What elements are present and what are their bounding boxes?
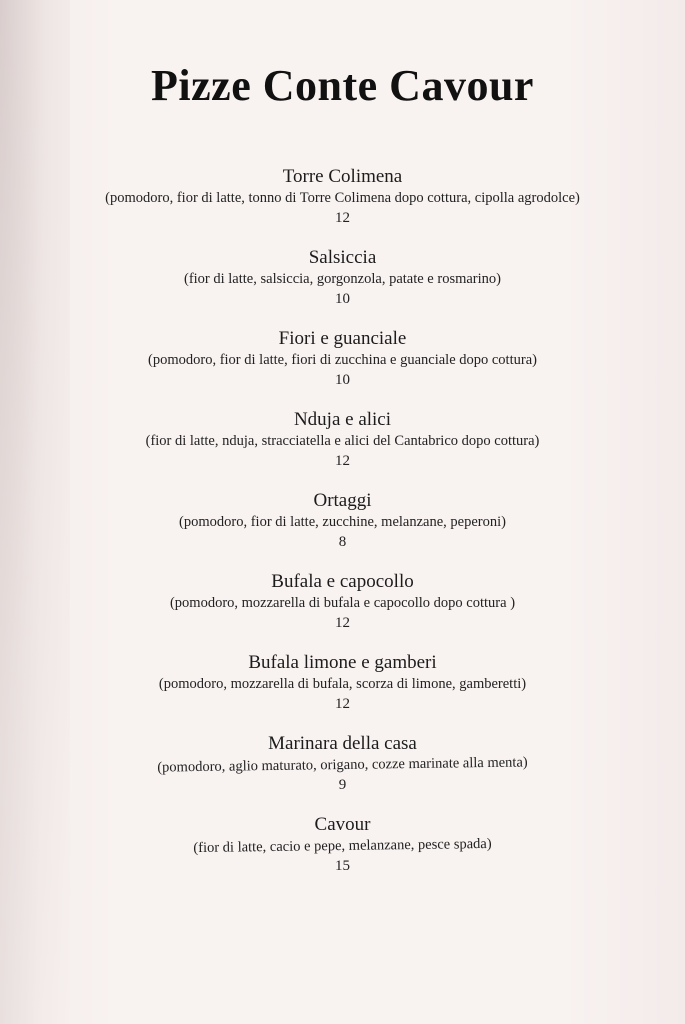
menu-item bbox=[0, 408, 685, 471]
menu-title: Pizze Conte Cavour bbox=[151, 61, 534, 110]
item-price: 12 bbox=[335, 210, 350, 226]
item-name: Bufala limone e gamberi bbox=[248, 652, 437, 673]
item-description: (fior di latte, cacio e pepe, melanzane, pesce spada) bbox=[193, 835, 492, 857]
menu-item bbox=[0, 327, 685, 390]
menu-item bbox=[0, 246, 685, 309]
item-name: Torre Colimena bbox=[282, 166, 403, 187]
item-price: 10 bbox=[335, 291, 350, 307]
item-name: Nduja e alici bbox=[293, 409, 392, 430]
item-price: 15 bbox=[335, 858, 350, 874]
item-name: Ortaggi bbox=[313, 490, 372, 511]
item-price: 8 bbox=[338, 534, 347, 550]
pizza-list bbox=[0, 165, 685, 894]
item-name: Cavour bbox=[314, 814, 371, 835]
item-price: 12 bbox=[335, 615, 350, 631]
menu-item bbox=[0, 651, 685, 714]
item-price: 10 bbox=[335, 372, 350, 388]
item-name: Salsiccia bbox=[308, 247, 377, 268]
item-name: Bufala e capocollo bbox=[271, 571, 414, 592]
item-description: (fior di latte, salsiccia, gorgonzola, patate e rosmarino) bbox=[183, 271, 501, 287]
menu-item bbox=[0, 813, 685, 876]
item-description: (pomodoro, mozzarella di bufala e capocollo dopo cottura ) bbox=[169, 595, 516, 611]
item-description: (fior di latte, nduja, stracciatella e alici del Cantabrico dopo cottura) bbox=[145, 433, 540, 449]
item-price: 12 bbox=[335, 696, 350, 712]
item-description: (pomodoro, fior di latte, fiori di zucchina e guanciale dopo cottura) bbox=[148, 352, 537, 368]
item-description: (pomodoro, fior di latte, zucchine, melanzane, peperoni) bbox=[179, 514, 506, 530]
menu-item bbox=[0, 570, 685, 633]
menu-item bbox=[0, 732, 685, 795]
item-name: Marinara della casa bbox=[268, 733, 417, 754]
item-description: (pomodoro, mozzarella di bufala, scorza di limone, gamberetti) bbox=[158, 676, 527, 692]
item-price: 9 bbox=[338, 777, 347, 793]
menu-item bbox=[0, 165, 685, 228]
item-description: (pomodoro, aglio maturato, origano, cozze marinate alla menta) bbox=[157, 754, 528, 776]
item-price: 12 bbox=[335, 453, 350, 469]
item-description: (pomodoro, fior di latte, tonno di Torre Colimena dopo cottura, cipolla agrodolce) bbox=[105, 190, 580, 206]
menu-item bbox=[0, 489, 685, 552]
item-name: Fiori e guanciale bbox=[278, 328, 407, 349]
